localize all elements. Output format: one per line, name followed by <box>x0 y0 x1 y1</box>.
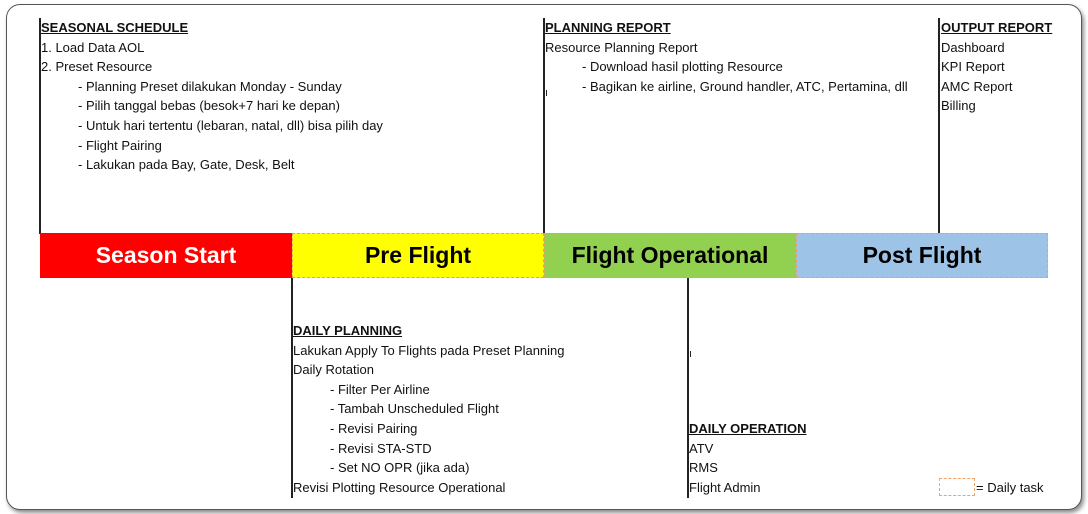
seasonal-schedule-title: SEASONAL SCHEDULE <box>41 20 189 35</box>
planning-report-title: PLANNING REPORT <box>545 20 671 35</box>
daily-planning-title: DAILY PLANNING <box>293 323 403 338</box>
daily-planning-block <box>293 321 565 497</box>
daily-operation-tick <box>690 351 691 357</box>
daily-operation-item: ATV <box>689 440 714 456</box>
phase-pre-flight <box>292 233 544 278</box>
output-report-title: OUTPUT REPORT <box>941 20 1053 35</box>
output-report-item: Billing <box>941 98 976 114</box>
phase-label: Pre Flight <box>364 242 472 268</box>
daily-operation-item: RMS <box>689 460 718 476</box>
output-report-block <box>941 18 1052 116</box>
planning-report-sub-item: - Download hasil plotting Resource <box>582 59 783 75</box>
daily-planning-sub-item: - Set NO OPR (jika ada) <box>330 460 470 476</box>
seasonal-schedule-sub-item: - Flight Pairing <box>78 137 162 153</box>
daily-planning-item: Revisi Plotting Resource Operational <box>293 479 506 495</box>
planning-report-item: Resource Planning Report <box>545 39 698 55</box>
daily-planning-sub-item: - Tambah Unscheduled Flight <box>330 401 499 417</box>
legend-text: = Daily task <box>976 480 1044 495</box>
daily-planning-item: Lakukan Apply To Flights pada Preset Planning <box>293 342 565 358</box>
seasonal-schedule-item: 2. Preset Resource <box>41 59 153 75</box>
seasonal-schedule-sub-item: - Pilih tanggal bebas (besok+7 hari ke depan) <box>78 98 340 114</box>
seasonal-schedule-sub-item: - Lakukan pada Bay, Gate, Desk, Belt <box>78 157 295 173</box>
output-report-connector <box>938 18 940 234</box>
daily-operation-item: Flight Admin <box>689 479 761 495</box>
phase-label: Season Start <box>95 242 237 268</box>
phase-season-start <box>40 233 292 278</box>
planning-report-block <box>545 18 908 96</box>
phase-label: Flight Operational <box>571 242 769 268</box>
daily-planning-sub-item: - Revisi Pairing <box>330 420 418 436</box>
phase-flight-operational <box>544 233 796 278</box>
seasonal-schedule-sub-item: - Planning Preset dilakukan Monday - Sunday <box>78 78 342 94</box>
phase-post-flight <box>796 233 1048 278</box>
planning-report-sub-item: - Bagikan ke airline, Ground handler, ATC, Pertamina, dll <box>582 78 908 94</box>
seasonal-schedule-block <box>41 18 383 175</box>
seasonal-schedule-item: 1. Load Data AOL <box>41 39 145 55</box>
legend-dashed-box <box>939 478 975 496</box>
phase-label: Post Flight <box>862 242 982 268</box>
output-report-item: Dashboard <box>941 39 1005 55</box>
output-report-item: AMC Report <box>941 78 1013 94</box>
seasonal-schedule-sub-item: - Untuk hari tertentu (lebaran, natal, dll) bisa pilih day <box>78 117 383 133</box>
daily-operation-block <box>689 419 807 497</box>
output-report-item: KPI Report <box>941 59 1005 75</box>
daily-operation-title: DAILY OPERATION <box>689 421 807 436</box>
daily-planning-item: Daily Rotation <box>293 362 374 378</box>
daily-planning-sub-item: - Filter Per Airline <box>330 381 430 397</box>
daily-planning-sub-item: - Revisi STA-STD <box>330 440 432 456</box>
